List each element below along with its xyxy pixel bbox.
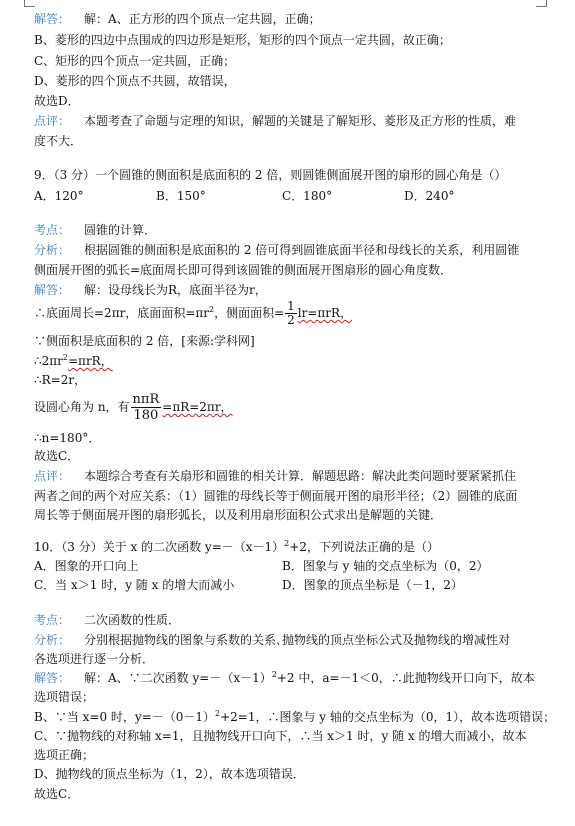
q9-stem: 9．（3 分）一个圆锥的侧面积是底面积的 2 倍，则圆锥侧面展开图的扇形的圆心角是（）	[34, 168, 507, 182]
q9-eq2: ∴R=2r，	[34, 373, 87, 387]
q10-stem: 10．（3 分）关于 x 的二次函数 $y=-(x-1)^2+2$，下列说法正确的是（）	[34, 539, 439, 554]
answer-label: 解答：	[34, 12, 71, 26]
q9-exam-point: 考点： 圆锥的计算．	[34, 223, 157, 237]
answer-label: 解答：	[34, 283, 71, 297]
answer-label: 解答：	[34, 671, 71, 685]
q8-answer-line	[34, 10, 321, 28]
q10-exam-point: 考点： 二次函数的性质．	[34, 613, 181, 627]
page-corner-mark-right	[536, 0, 547, 7]
q9-analysis-line-2: 侧面展开图的弧长=底面周长即可得到该圆锥的侧面展开图扇形的圆心角度数．	[34, 263, 453, 277]
q9-eq1: $\therefore 2\pi r^2=\pi rR$，	[34, 353, 113, 368]
q10-option-a: A．图象的开口向上	[34, 559, 139, 573]
q8-answer-a: 解：A、正方形的四个顶点一定共圆，正确；	[84, 12, 321, 26]
analysis-label: 分析：	[34, 243, 71, 257]
q9-comment-line-1: 点评： 本题综合考查有关扇形和圆锥的相关计算．解题思路：解决此类问题时要紧紧抓住	[34, 469, 517, 483]
q8-option-c-line: C、矩形的四个顶点一定共圆，正确；	[34, 54, 236, 68]
page-corner-mark-left	[24, 0, 35, 7]
arc-length-fraction: $\frac{\text{nπR}}{180}$	[132, 392, 160, 423]
q10-c-line-2: 选项正确；	[34, 748, 95, 762]
q9-choose: 故选C．	[34, 449, 80, 463]
q9-n-result: ∴n=180°．	[34, 431, 101, 445]
q10-option-c: C．当 x＞1 时，y 随 x 的增大而减小	[34, 578, 235, 592]
q10-analysis-line-2: 各选项进行逐一分析．	[34, 652, 155, 666]
q8-comment-line-2: 度不大．	[34, 134, 83, 148]
q8-choose: 故选D．	[34, 94, 80, 108]
q10-d-line: D、抛物线的顶点坐标为（1，2），故本选项错误．	[34, 767, 305, 781]
q9-comment-line-3: 周长等于侧面展开图的扇形弧长，以及利用扇形面积公式求出是解题的关键．	[34, 508, 443, 522]
q9-option-b: B．150°	[156, 189, 206, 203]
analysis-label: 分析：	[34, 633, 71, 647]
q9-answer-line: 解答： 解：设母线长为R，底面半径为r，	[34, 283, 267, 297]
q9-comment-line-2: 两者之间的两个对应关系：（1）圆锥的母线长等于侧面展开图的扇形半径；（2）圆锥的底面	[34, 489, 518, 503]
q9-angle-line: 设圆心角为 n，有 $\frac{\text{nπR}}{180}$ =πR=2πr，	[34, 392, 233, 423]
q10-choose: 故选C．	[34, 787, 80, 801]
q9-option-c: C．180°	[282, 189, 333, 203]
q10-answer-line-1: 解答： 解：A、∵二次函数 $y=-(x-1)^2+2$ 中，a=－1＜0，∴此抛物线开口向下，故本	[34, 670, 535, 685]
q10-c-line-1: C、∵抛物线的对称轴 x=1，且抛物线开口向下，∴当 x＞1 时，y 随 x 的增大而减小，故本	[34, 729, 527, 743]
q9-option-a: A．120°	[34, 189, 84, 203]
q8-option-b-line: B、菱形的四边中点围成的四边形是矩形，矩形的四个顶点一定共圆，故正确；	[34, 33, 451, 47]
q9-option-d: D．240°	[404, 189, 455, 203]
q10-option-b: B．图象与 y 轴的交点坐标为（0，2）	[282, 559, 489, 573]
exam-point-label: 考点：	[34, 223, 71, 237]
comment-label: 点评：	[34, 469, 71, 483]
comment-label: 点评：	[34, 114, 71, 128]
q9-given-line: ∵侧面积是底面积的 2 倍，[来源:学科网]	[34, 334, 255, 348]
q9-analysis-line-1: 分析： 根据圆锥的侧面积是底面积的 2 倍可得到圆锥底面半径和母线长的关系，利用圆锥	[34, 243, 520, 257]
half-fraction: $\frac{1}{2}$	[287, 299, 295, 327]
exam-point-label: 考点：	[34, 613, 71, 627]
q8-comment-line-1: 点评： 本题考查了命题与定理的知识，解题的关键是了解矩形、菱形及正方形的性质，难	[34, 114, 517, 128]
q10-option-d: D．图象的顶点坐标是（－1，2）	[282, 578, 463, 592]
q10-b-line: B、∵当 x=0 时，$y=-(0-1)^2+2=1$，∴图象与 y 轴的交点坐标为（0，1），故本选项错误；	[34, 709, 556, 724]
q8-option-d-line: D、菱形的四个顶点不共圆，故错误，	[34, 74, 236, 88]
q10-answer-line-2: 选项错误；	[34, 690, 95, 704]
q9-base-perimeter-line: ∴底面周长=2πr，底面面积$=\pi r^2$，侧面面积= $\frac{1}{2}$ lr=πrR，	[34, 299, 353, 327]
q10-analysis-line-1: 分析： 分别根据抛物线的图象与系数的关系､抛物线的顶点坐标公式及抛物线的增减性对	[34, 633, 511, 647]
